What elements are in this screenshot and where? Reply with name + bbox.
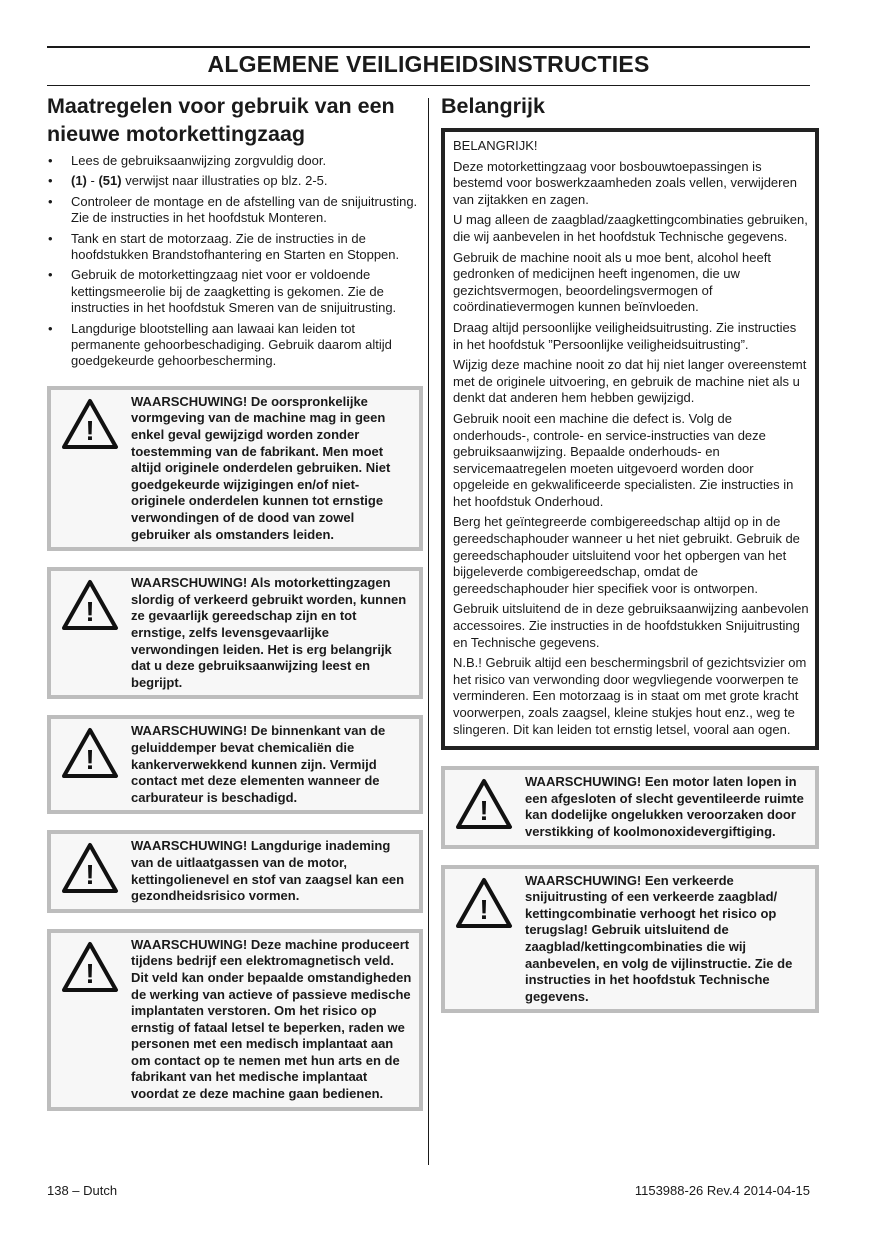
section-heading-belangrijk: Belangrijk [441, 94, 545, 118]
figure-ref-start: (1) [71, 173, 87, 189]
svg-text:!: ! [479, 795, 489, 827]
warning-text: WAARSCHUWING! Een motor laten lopen in een afgesloten of slecht geventileerde ruimte kan dodelijke ongelukken veroorzaken door verstikking of koolmonoxidevergiftiging. [525, 774, 804, 839]
svg-text:!: ! [85, 957, 95, 989]
warning-box [47, 386, 423, 551]
bullet-list [47, 153, 423, 370]
warning-triangle-icon [449, 774, 525, 840]
notice-paragraph: Gebruik nooit een machine die defect is. Volg de onderhouds-, controle- en service-instructies van deze gebruiksaanwijzing. Bepaalde onderhouds- en servicemaatregelen moeten uitgevoerd worden door opgeleide en gekwalificeerde specialisten. Zie instructies in het hoofdstuk Onderhoud. [453, 410, 794, 509]
warning-text: WAARSCHUWING! Langdurige inademing van de uitlaatgassen van de motor, kettingolienevel en stof van zaagsel kan een gezondheidsrisico vormen. [131, 838, 405, 904]
warning-text: WAARSCHUWING! De binnenkant van de geluiddemper bevat chemicaliën die kankerverwekkend kunnen zijn. Vermijd contact met deze elementen wanneer de carburateur is beschadigd. [131, 723, 386, 805]
svg-text:!: ! [85, 859, 95, 891]
warning-text: WAARSCHUWING! Een verkeerde snijuitrusting of een verkeerde zaagblad/ kettingcombinatie verhoogt het risico op terugslag! Gebruik uitsluitend de zaagblad/kettingcombinaties die wij aanbevelen, en volg de vijlinstructie. Zie de instructies in het hoofdstuk Technische gegevens. [525, 872, 793, 1004]
figure-ref-sep: - [86, 173, 99, 189]
warning-box [441, 865, 819, 1014]
svg-text:!: ! [85, 596, 95, 628]
svg-text:!: ! [85, 744, 95, 776]
notice-paragraph: Deze motorkettingzaag voor bosbouwtoepassingen is bestemd voor boswerkzaamheden zoals vellen, verwijderen van zijtakken en zagen. [453, 158, 797, 207]
figure-ref-text: verwijst naar illustraties op blz. 2-5. [121, 173, 328, 189]
footer-page-label: 138 – Dutch [47, 1183, 118, 1198]
right-column [441, 92, 819, 1013]
warning-box [47, 567, 423, 699]
warning-triangle-icon [55, 394, 131, 543]
list-item: • Lees de gebruiksaanwijzing zorgvuldig door. [47, 153, 423, 169]
warning-box [47, 929, 423, 1111]
notice-label: BELANGRIJK! [453, 138, 538, 153]
left-column [47, 92, 423, 1111]
warning-triangle-icon [55, 838, 131, 904]
page-title: ALGEMENE VEILIGHEIDSINSTRUCTIES [207, 51, 650, 77]
column-divider [428, 98, 429, 1165]
svg-text:!: ! [479, 893, 489, 925]
footer-doc-ref: 1153988-26 Rev.4 2014-04-15 [634, 1183, 810, 1198]
top-rule [47, 46, 810, 48]
warning-triangle-icon [55, 937, 131, 1103]
warning-text: WAARSCHUWING! De oorspronkelijke vormgeving van de machine mag in geen enkel geval gewijzigd worden zonder toestemming van de fabrikant. Men moet altijd originele onderdelen gebruiken. Niet goedgekeurde wijzigingen en/of niet-originele onderdelen kunnen tot ernstige verwondingen of de dood van zowel gebruiker als omstanders leiden. [131, 393, 391, 542]
warning-triangle-icon [55, 723, 131, 806]
warning-box [47, 715, 423, 814]
svg-text:!: ! [85, 414, 95, 446]
title-rule [47, 85, 810, 86]
important-notice-box [441, 128, 819, 750]
notice-paragraph: Berg het geïntegreerde combigereedschap altijd op in de gereedschaphouder wanneer u het niet gebruikt. Gebruik de gereedschaphouder uitsluitend voor het opbergen van het bijgeleverde combigereedschap, omdat de gereedschaphouder hier specifiek voor is ontworpen. [453, 514, 800, 596]
warning-triangle-icon [449, 873, 525, 1006]
list-item [47, 173, 423, 189]
notice-paragraph: Draag altijd persoonlijke veiligheidsuitrusting. Zie instructies in het hoofdstuk ”Persoonlijke veiligheidsuitrusting”. [453, 319, 797, 352]
warning-box [441, 766, 819, 848]
notice-paragraph: Gebruik uitsluitend de in deze gebruiksaanwijzing aanbevolen accessoires. Zie instructies in de hoofdstukken Snijuitrusting en Technische gegevens. [453, 601, 809, 650]
section-heading-maatregelen: Maatregelen voor gebruik van een nieuwe motorkettingzaag [47, 94, 395, 146]
warning-triangle-icon [55, 575, 131, 691]
warning-box [47, 830, 423, 912]
figure-ref-end: (51) [98, 173, 122, 189]
list-item: • Langdurige blootstelling aan lawaai kan leiden tot permanente gehoorbeschadiging. Gebruik daarom altijd goedgekeurde gehoorbescherming. [47, 321, 423, 370]
notice-paragraph: U mag alleen de zaagblad/zaagkettingcombinaties gebruiken, die wij aanbevelen in het hoofdstuk Technische gegevens. [453, 212, 808, 244]
notice-paragraph: Wijzig deze machine nooit zo dat hij niet langer overeenstemt met de originele uitvoering, en gebruik de machine niet als u denkt dat anderen hem hebben gewijzigd. [453, 357, 807, 406]
notice-paragraph: N.B.! Gebruik altijd een beschermingsbril of gezichtsvizier om het risico van verwonding door wegvliegende voorwerpen te verminderen. Een motorzaag is in staat om met grote kracht voorwerpen, zoals zaagsel, kleine stukjes hout enz., weg te slingeren. Dit kan leiden tot ernstig letsel, vooral aan ogen. [453, 655, 807, 737]
list-item: • Tank en start de motorzaag. Zie de instructies in de hoofdstukken Brandstofhantering en Starten en Stoppen. [47, 231, 423, 264]
list-item: • Controleer de montage en de afstelling van de snijuitrusting. Zie de instructies in het hoofdstuk Monteren. [47, 194, 423, 227]
notice-paragraph: Gebruik de machine nooit als u moe bent, alcohol heeft gedronken of medicijnen heeft ingenomen, die uw gezichtsvermogen, beoordelingsvermogen of coördinatievermogen kunnen beïnvloeden. [453, 249, 771, 315]
list-item: • Gebruik de motorkettingzaag niet voor er voldoende kettingsmeerolie bij de zaagketting is gekomen. Zie de instructies in het hoofdstuk Smeren van de snijuitrusting. [47, 267, 423, 316]
warning-text: WAARSCHUWING! Deze machine produceert tijdens bedrijf een elektromagnetisch veld. Dit veld kan onder bepaalde omstandigheden de werking van actieve of passieve medische implantaten verstoren. Om het risico op ernstig of fataal letsel te beperken, raden we personen met een medisch implantaat aan om contact op te nemen met hun arts en de fabrikant van het medische implantaat voordat ze deze machine gaan bedienen. [131, 936, 412, 1102]
warning-text: WAARSCHUWING! Als motorkettingzagen slordig of verkeerd gebruikt worden, kunnen ze gevaarlijk gereedschap zijn en tot ernstige, zelfs levensgevaarlijke verwondingen leiden. Het is erg belangrijk dat u deze gebruiksaanwijzing leest en begrijpt. [131, 575, 407, 690]
